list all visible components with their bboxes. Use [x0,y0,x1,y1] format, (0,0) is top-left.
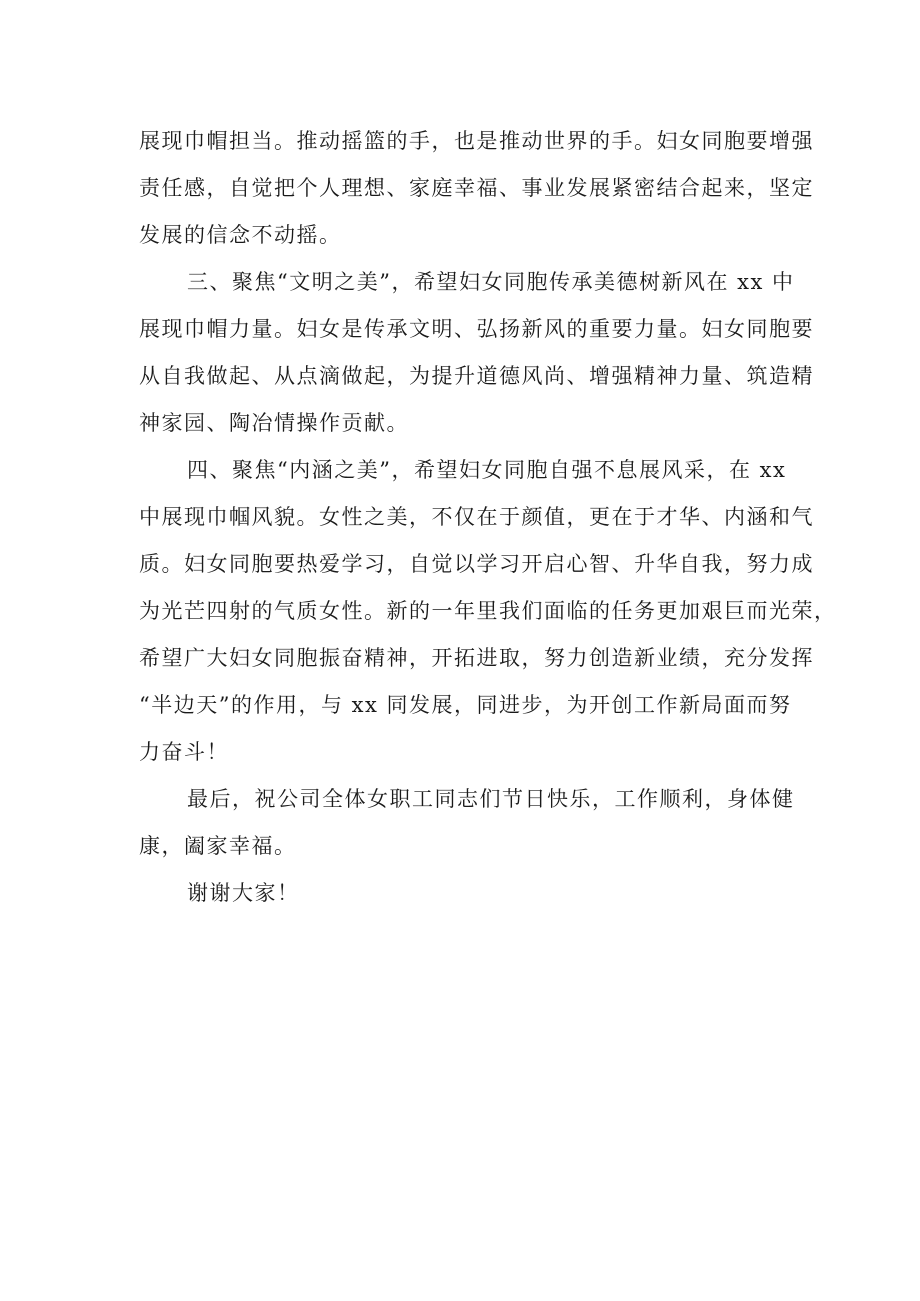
paragraph-closing-wishes [139,776,795,870]
paragraph-continuation [139,118,814,259]
text-line: 四、聚焦“内涵之美”，希望妇女同胞自强不息展风采，在 xx [187,458,787,482]
text-line: 康，阖家幸福。 [139,834,297,858]
document-body [139,118,837,917]
paragraph-thanks [139,870,785,917]
paragraph-section-four [139,447,837,776]
text-line: “半边天”的作用，与 xx 同发展，同进步，为开创工作新局面而努 [139,693,792,717]
text-line: 希望广大妇女同胞振奋精神，开拓进取，努力创造新业绩，充分发挥 [139,646,814,670]
text-line: 责任感，自觉把个人理想、家庭幸福、事业发展紧密结合起来，坚定 [139,176,814,200]
text-line: 为光芒四射的气质女性。新的一年里我们面临的任务更加艰巨而光荣， [139,599,837,623]
paragraph-section-three [139,259,814,447]
text-line: 力奋斗！ [139,740,229,764]
text-line: 从自我做起、从点滴做起，为提升道德风尚、增强精神力量、筑造精 [139,364,814,388]
text-line: 神家园、陶冶情操作贡献。 [139,411,409,435]
text-line: 发展的信念不动摇。 [139,223,342,247]
text-line: 最后，祝公司全体女职工同志们节日快乐，工作顺利，身体健 [187,787,795,811]
text-line: 展现巾帽担当。推动摇篮的手，也是推动世界的手。妇女同胞要增强 [139,129,814,153]
text-line: 展现巾帽力量。妇女是传承文明、弘扬新风的重要力量。妇女同胞要 [139,317,814,341]
text-line: 质。妇女同胞要热爱学习，自觉以学习开启心智、升华自我，努力成 [139,552,814,576]
text-line: 中展现巾帼风貌。女性之美，不仅在于颜值，更在于才华、内涵和气 [139,505,814,529]
text-line: 谢谢大家！ [187,881,300,905]
text-line: 三、聚焦“文明之美”，希望妇女同胞传承美德树新风在 xx 中 [187,270,795,294]
